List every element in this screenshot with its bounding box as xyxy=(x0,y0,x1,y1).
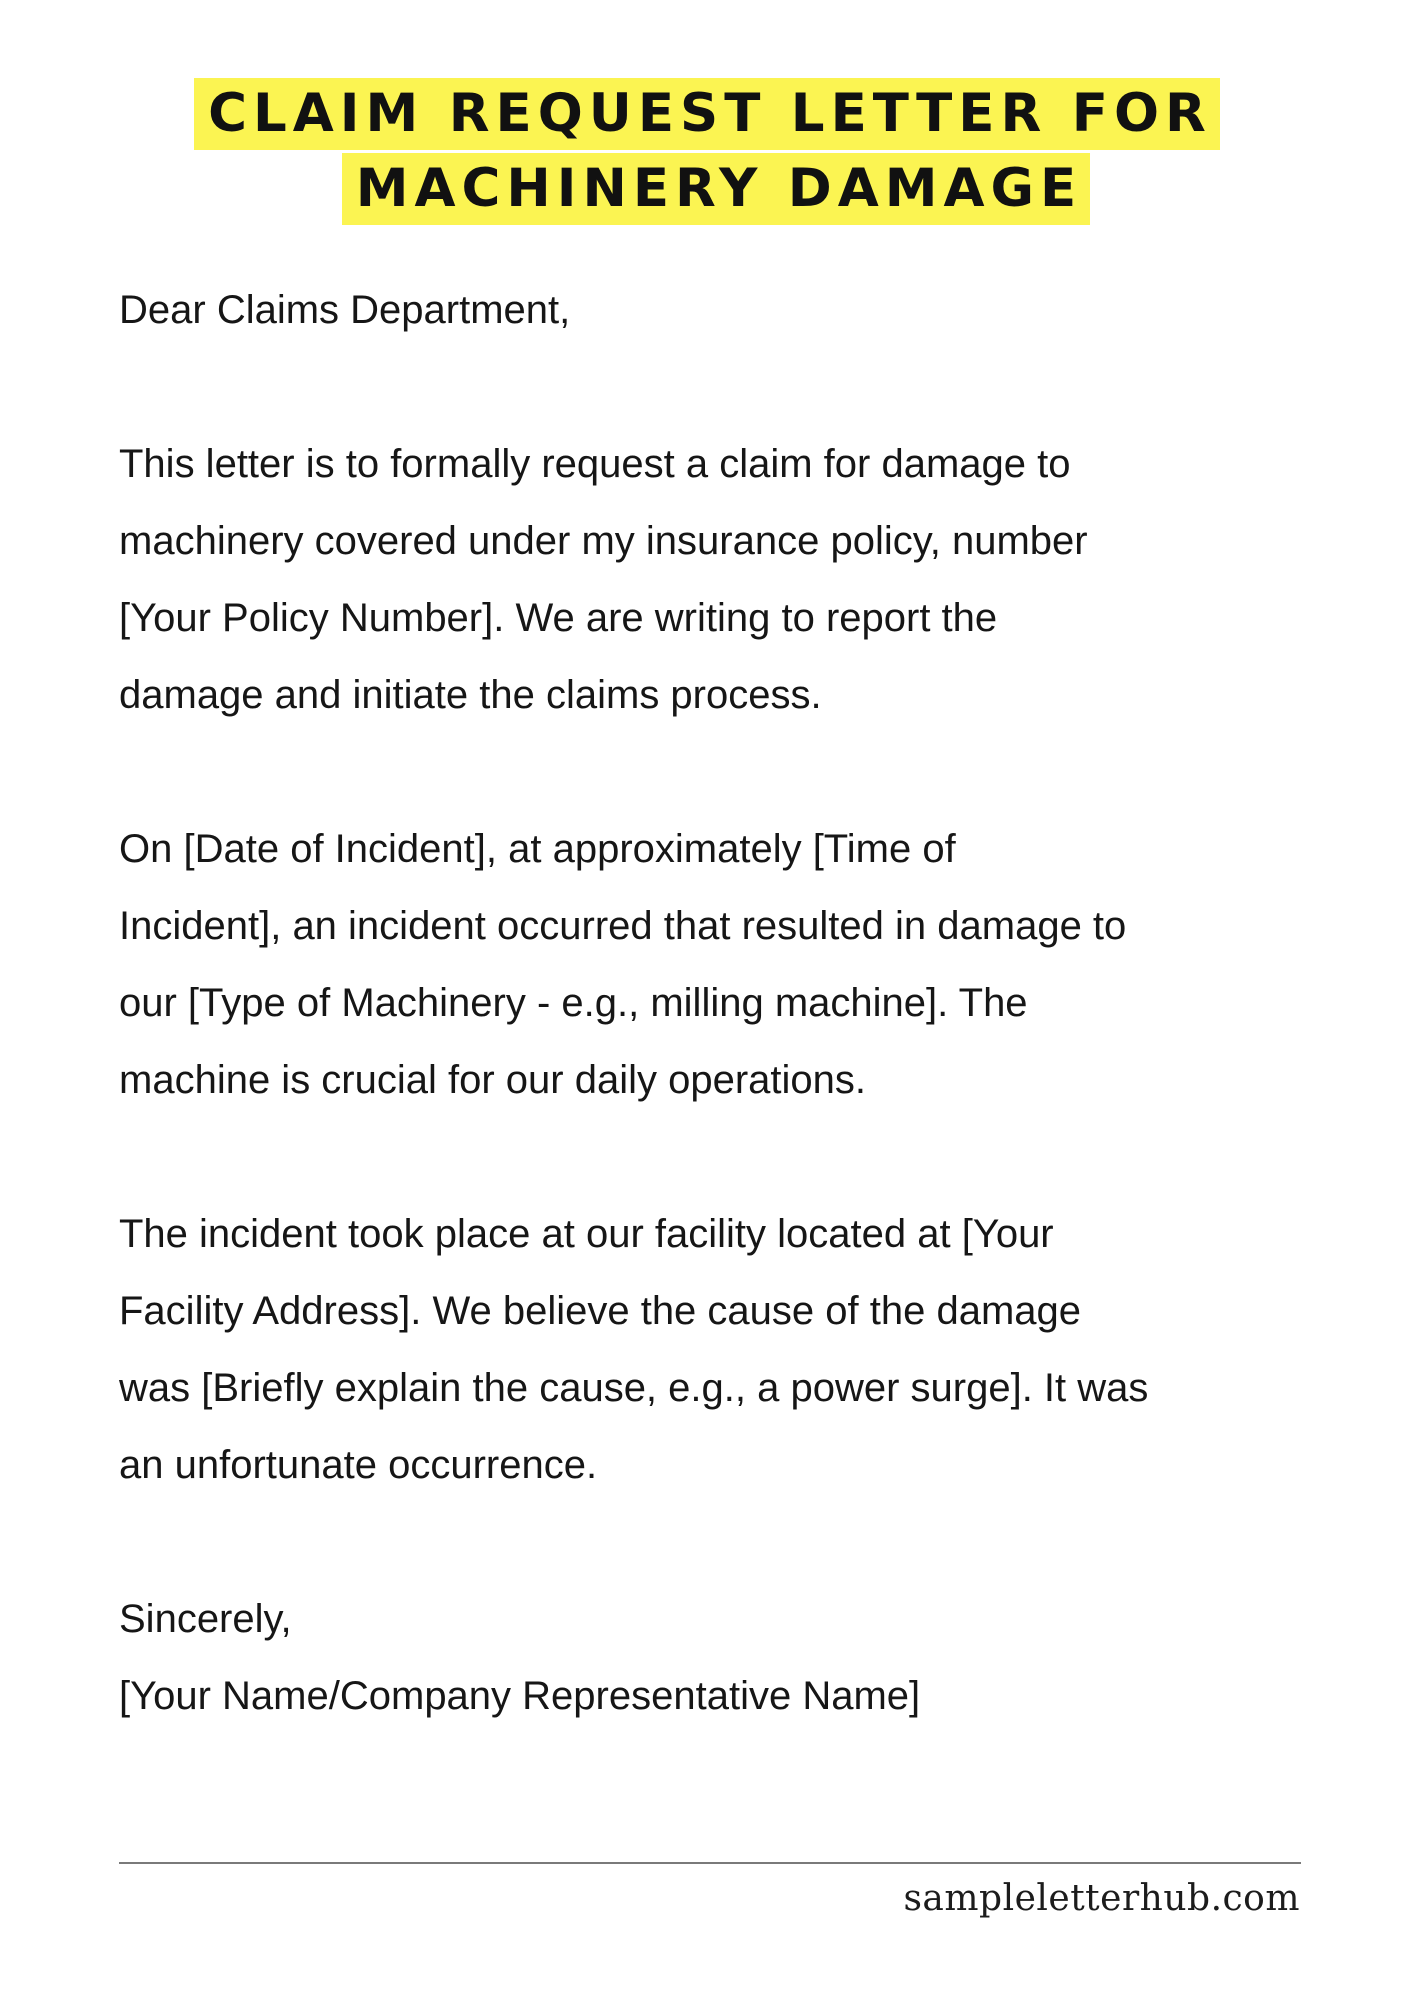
closing: Sincerely, xyxy=(119,1597,292,1641)
footer-divider xyxy=(119,1862,1301,1864)
signature: [Your Name/Company Representative Name] xyxy=(119,1674,921,1718)
title-line-1: CLAIM REQUEST LETTER FOR xyxy=(194,78,1220,150)
greeting: Dear Claims Department, xyxy=(119,288,571,332)
paragraph-location-cause: The incident took place at our facility located at [Your Facility Address]. We believe the cause of the damage was [Briefly explain the cause, e.g., a power surge]. It was an unfortunate occurrence. xyxy=(119,1212,1149,1487)
paragraph-request: This letter is to formally request a claim for damage to machinery covered under my insurance policy, number [Your Policy Number]. We are writing to report the damage and initiate the claims process. xyxy=(119,442,1088,717)
letter-body xyxy=(119,272,1359,1735)
footer-site: sampleletterhub.com xyxy=(903,1878,1300,1919)
title-line-2: MACHINERY DAMAGE xyxy=(342,153,1091,225)
paragraph-incident: On [Date of Incident], at approximately [Time of Incident], an incident occurred that resulted in damage to our [Type of Machinery - e.g., milling machine]. The machine is crucial for our daily operations. xyxy=(119,827,1127,1102)
letter-title xyxy=(0,78,1414,225)
